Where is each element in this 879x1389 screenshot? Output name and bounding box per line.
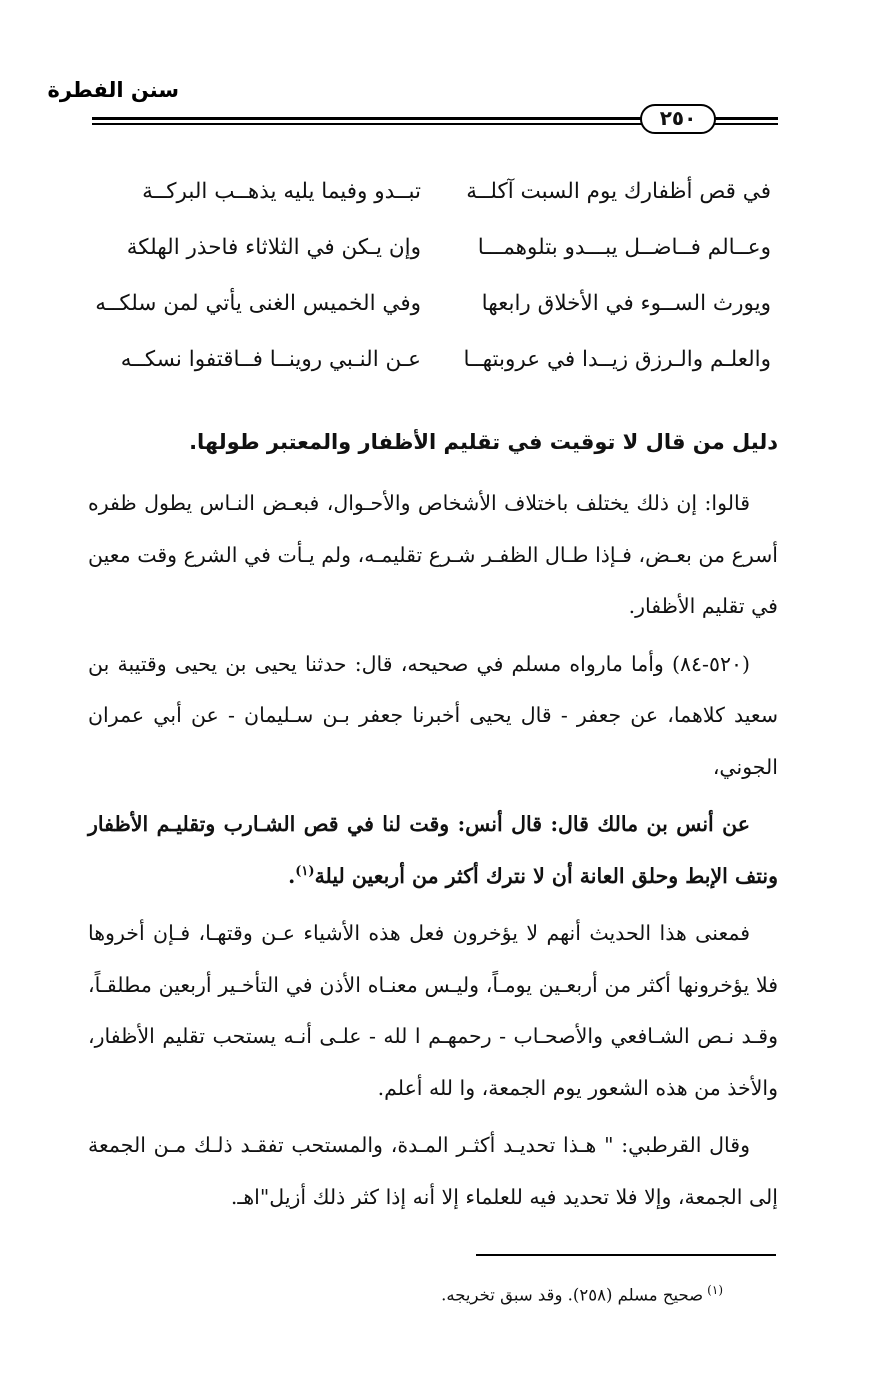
footnote-number: (١) [707,1283,723,1297]
poem-hemistich-first: وعــالم فــاضــل يبـــدو بتلوهمـــا [477,234,771,260]
footnote-reference[interactable]: (١) [295,863,315,879]
paragraph-hadith-chain: (٥٢٠-٨٤) وأما مارواه مسلم في صحيحه، قال: حدثنا يحيى بن يحيى وقتيبة بن سعيد كلاهما، عن جعفر - قال يحيى أخبرنا جعفر بـن سـليمان - عن أبي عمران الجوني، [88,651,778,779]
paragraph-qurtubi-quote: وقال القرطبي: " هـذا تحديـد أكثـر المـدة، والمستحب تفقـد ذلـك مـن الجمعة إلى الجمعة، وإلا فلا تحديد فيه للعلماء إلا أنه إذا كثر ذلك أزيل"اهـ. [88,1133,778,1209]
running-title: سنن الفطرة [47,78,179,102]
section-heading: دليل من قال لا توقيت في تقليم الأظفار والمعتبر طولها. [189,430,778,454]
poem-verse [91,219,771,275]
footnote-separator [476,1254,776,1256]
paragraph-explanation: فمعنى هذا الحديث أنهم لا يؤخرون فعل هذه الأشياء عـن وقتهـا، فـإن أخروها فلا يؤخرونها أكثر من أربعـين يومـاً، وليـس معنـاه الأذن في التأخـير أربعين مطلقـاً، وقـد نـص الشـافعي والأصحـاب - رحمهـم ا لله - علـى أنـه يستحب تقليم الأظفار، والأخذ من هذه الشعور يوم الجمعة، وا لله أعلم. [88,921,778,1100]
footnote-text: صحيح مسلم (٢٥٨). وقد سبق تخريجه. [441,1285,704,1305]
poem-hemistich-second: وفي الخميس الغنى يأتي لمن سلكــه [95,290,421,316]
paragraph-hadith-text [88,799,778,902]
poem-verse [91,331,771,387]
paragraph-scholars-opinion: قالوا: إن ذلك يختلف باختلاف الأشخاص والأحـوال، فبعـض النـاس يطول ظفره أسرع من بعـض، فـإذا طـال الظفـر شـرع تقليمـه، ولم يـأت في الشرع وقت معين في تقليم الأظفار. [88,491,778,618]
poem-verse [91,275,771,331]
hadith-text-end: . [288,863,296,888]
poem-hemistich-second: وإن يـكن في الثلاثاء فاحذر الهلكة [126,234,421,260]
hadith-text: عن أنس بن مالك قال: قال أنس: وقت لنا في قص الشـارب وتقليـم الأظفار ونتف الإبط وحلق العانة أن لا نترك أكثر من أربعين ليلة [88,812,778,888]
poem-hemistich-first: ويورث الســوء في الأخلاق رابعها [481,290,771,316]
page-number: ٢٥٠ [640,104,716,134]
footnote [441,1283,723,1305]
poem [91,163,771,387]
poem-verse [91,163,771,219]
poem-hemistich-second: تبــدو وفيما يليه يذهــب البركــة [142,178,421,204]
body-text [88,478,778,1229]
poem-hemistich-first: في قص أظفارك يوم السبت آكلــة [466,178,771,204]
poem-hemistich-first: والعلـم والـرزق زيــدا في عروبتهــا [463,346,771,372]
poem-hemistich-second: عـن النـبي روينــا فــاقتفوا نسكــه [120,346,421,372]
